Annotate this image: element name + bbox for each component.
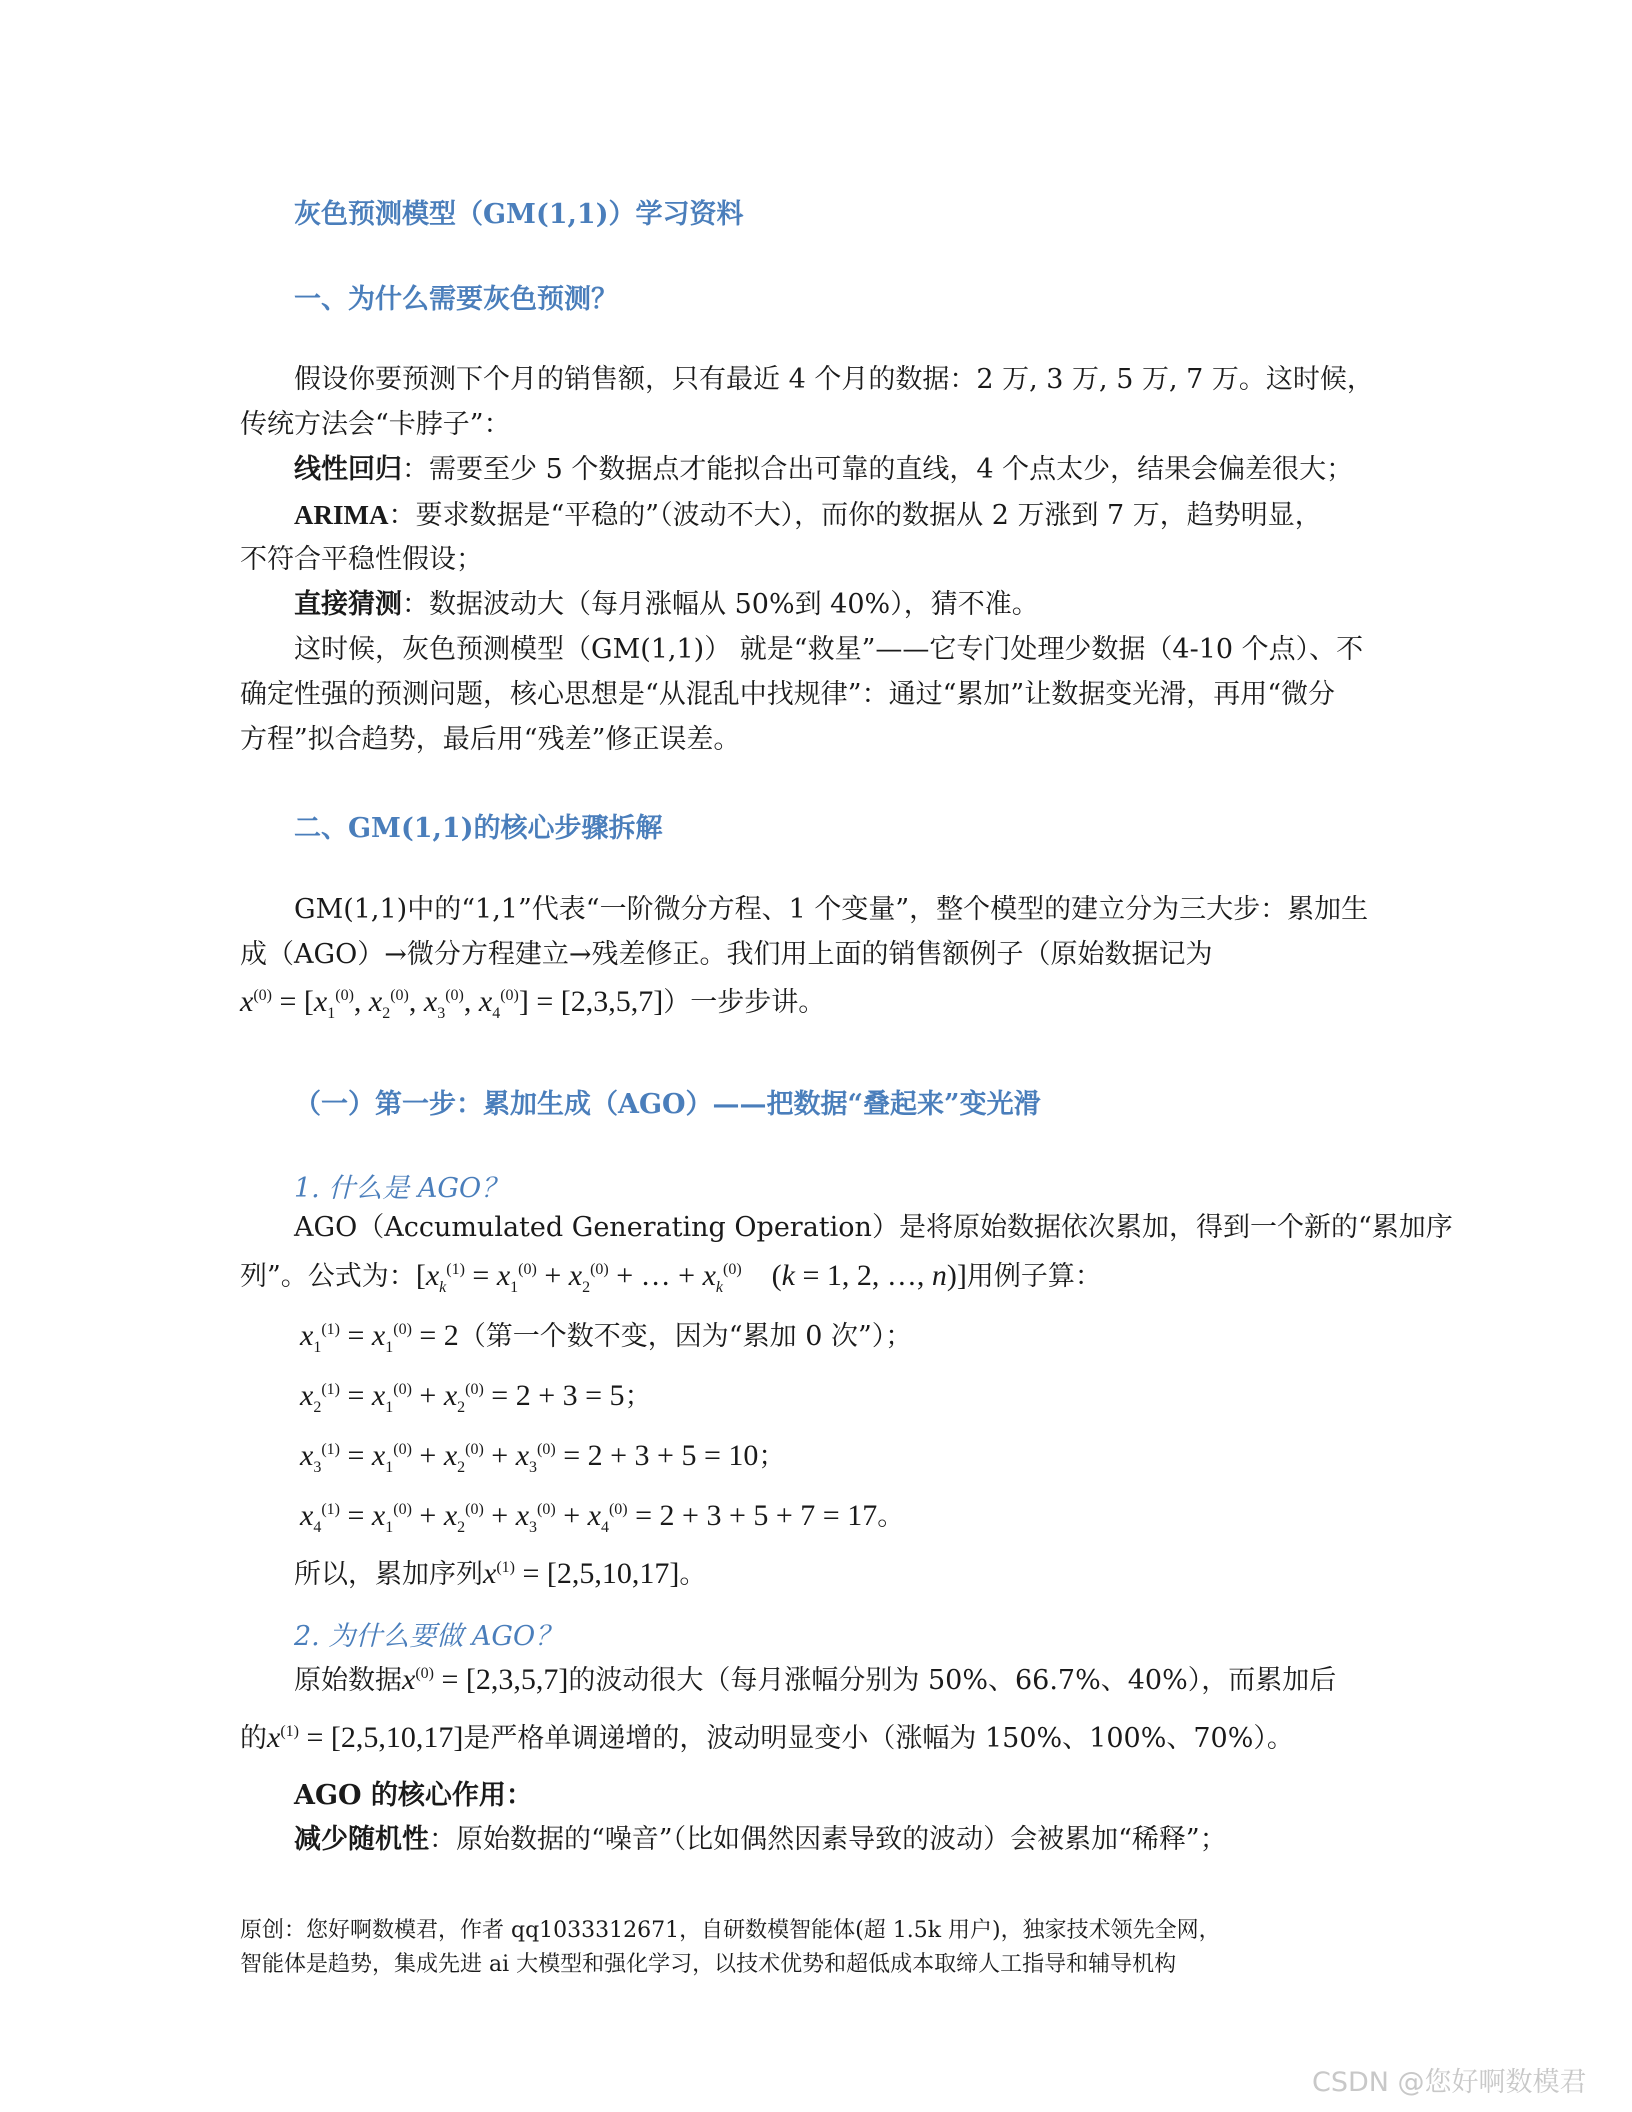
calc-x2 <box>300 1374 652 1419</box>
step1-question2: 2. 为什么要做 AGO？ <box>294 1621 563 1652</box>
line-tail: 的波动很大（每月涨幅分别为 50%、66.7%、40%），而累加后 <box>568 1665 1337 1696</box>
s2-paragraph1-line3 <box>240 980 825 1025</box>
item-text: ：需要至少 5 个数据点才能拟合出可靠的直线，4 个点太少，结果会偏差很大； <box>402 454 1354 485</box>
s1-item-linear-regression <box>294 448 1353 492</box>
step1-question1: 1. 什么是 AGO？ <box>294 1173 509 1204</box>
line-tail: 是严格单调递增的，波动明显变小（涨幅为 150%、100%、70%）。 <box>463 1723 1294 1754</box>
calc-x4 <box>300 1494 904 1539</box>
section2-heading: 二、GM(1,1)的核心步骤拆解 <box>294 813 663 844</box>
calc-x1 <box>300 1314 912 1359</box>
ago-core-item-reduce-randomness <box>294 1818 1227 1862</box>
step1-heading: （一）第一步：累加生成（AGO）——把数据“叠起来”变光滑 <box>294 1089 1041 1120</box>
item-label: 直接猜测 <box>294 589 402 620</box>
step1-q1-line1: AGO（Accumulated Generating Operation）是将原始数据依次累加，得到一个新的“累加序 <box>294 1212 1453 1243</box>
item-text: ：数据波动大（每月涨幅从 50%到 40%），猜不准。 <box>402 589 1039 620</box>
line-head: 的 <box>240 1723 267 1754</box>
csdn-watermark: CSDN @您好啊数模君 <box>1312 2067 1587 2098</box>
footer-line2: 智能体是趋势，集成先进 ai 大模型和强化学习，以技术优势和超低成本取缔人工指导和辅导机构 <box>240 1952 1177 1977</box>
item-label: 减少随机性 <box>294 1824 429 1855</box>
formula-x1: $x^{(1)} = [2,5,10,17]$ <box>267 1721 464 1754</box>
line-head: 所以，累加序列 <box>294 1559 483 1590</box>
accumulated-sequence-result <box>294 1552 706 1597</box>
item-label: 线性回归 <box>294 454 402 485</box>
line-head: 列”。公式为： <box>240 1261 416 1292</box>
s1-paragraph2-line3: 方程”拟合趋势，最后用“残差”修正误差。 <box>240 724 741 755</box>
s1-item-guess <box>294 583 1039 627</box>
formula-x3: $x_3^{(1)} = x_1^{(0)} + x_2^{(0)} + x_3^{(0)} = 2 + 3 + 5 = 10$ <box>300 1439 759 1476</box>
footer-line1: 原创：您好啊数模君，作者 qq1033312671，自研数模智能体(超 1.5k 用户)，独家技术领先全网， <box>240 1918 1221 1943</box>
step1-q2-line1 <box>294 1658 1336 1703</box>
formula-original-sequence: $x^{(0)} = [x_1^{(0)}$, $x_2^{(0)}$, $x_3^{(0)}$, $x_4^{(0)}] = [2,3,5,7]$ <box>240 985 664 1022</box>
calc-x3 <box>300 1434 785 1479</box>
s2-paragraph1-line1: GM(1,1)中的“1,1”代表“一阶微分方程、1 个变量”，整个模型的建立分为三大步：累加生 <box>294 894 1369 925</box>
s2-paragraph1-line2: 成（AGO）→微分方程建立→残差修正。我们用上面的销售额例子（原始数据记为 <box>240 939 1213 970</box>
calc-sep: ； <box>624 1381 652 1412</box>
formula-x1: $x_1^{(1)} = x_1^{(0)} = 2$ <box>300 1319 459 1356</box>
s1-paragraph2-line1: 这时候，灰色预测模型（GM(1,1)） 就是“救星”——它专门处理少数据（4-10 个点）、不 <box>294 634 1364 665</box>
formula-ago-definition: [$x_k^{(1)} = x_1^{(0)} + x_2^{(0)}$ + … + $x_k^{(0)}$ (k = 1, 2, …, n)] <box>415 1259 967 1296</box>
line-head: 原始数据 <box>294 1665 402 1696</box>
line-tail: ）一步步讲。 <box>663 987 826 1018</box>
s1-paragraph1-line2: 传统方法会“卡脖子”： <box>240 409 511 440</box>
s1-paragraph2-line2: 确定性强的预测问题，核心思想是“从混乱中找规律”：通过“累加”让数据变光滑，再用“微分 <box>240 679 1336 710</box>
document-title: 灰色预测模型（GM(1,1)）学习资料 <box>294 199 744 230</box>
line-tail: 。 <box>679 1559 707 1590</box>
formula-x0: $x^{(0)} = [2,3,5,7]$ <box>402 1663 569 1696</box>
step1-q1-line2 <box>240 1254 1102 1299</box>
calc-sep: ； <box>758 1441 786 1472</box>
section1-heading: 一、为什么需要灰色预测？ <box>294 284 618 315</box>
s1-item-arima <box>294 493 1322 538</box>
calc-sep: 。 <box>877 1501 905 1532</box>
ago-core-role-label: AGO 的核心作用： <box>294 1780 533 1811</box>
formula-x4: $x_4^{(1)} = x_1^{(0)} + x_2^{(0)} + x_3^{(0)} + x_4^{(0)} = 2 + 3 + 5 + 7 = 17$ <box>300 1499 878 1536</box>
item-label: ARIMA <box>294 500 389 530</box>
item-text: ：原始数据的“噪音”（比如偶然因素导致的波动）会被累加“稀释”； <box>429 1824 1227 1855</box>
calc-note: （第一个数不变，因为“累加 0 次”）； <box>458 1321 913 1352</box>
step1-q2-line2 <box>240 1716 1294 1761</box>
s1-item-arima-line2: 不符合平稳性假设； <box>240 544 483 575</box>
line-tail: 用例子算： <box>966 1261 1102 1292</box>
item-text: ：要求数据是“平稳的”（波动不大），而你的数据从 2 万涨到 7 万，趋势明显， <box>388 500 1322 531</box>
s1-paragraph1-line1: 假设你要预测下个月的销售额，只有最近 4 个月的数据：2 万, 3 万, 5 万, 7 万。这时候， <box>294 364 1374 395</box>
formula-x1-sequence: $x^{(1)} = [2,5,10,17]$ <box>483 1557 680 1590</box>
formula-x2: $x_2^{(1)} = x_1^{(0)} + x_2^{(0)} = 2 + 3 = 5$ <box>300 1379 625 1416</box>
